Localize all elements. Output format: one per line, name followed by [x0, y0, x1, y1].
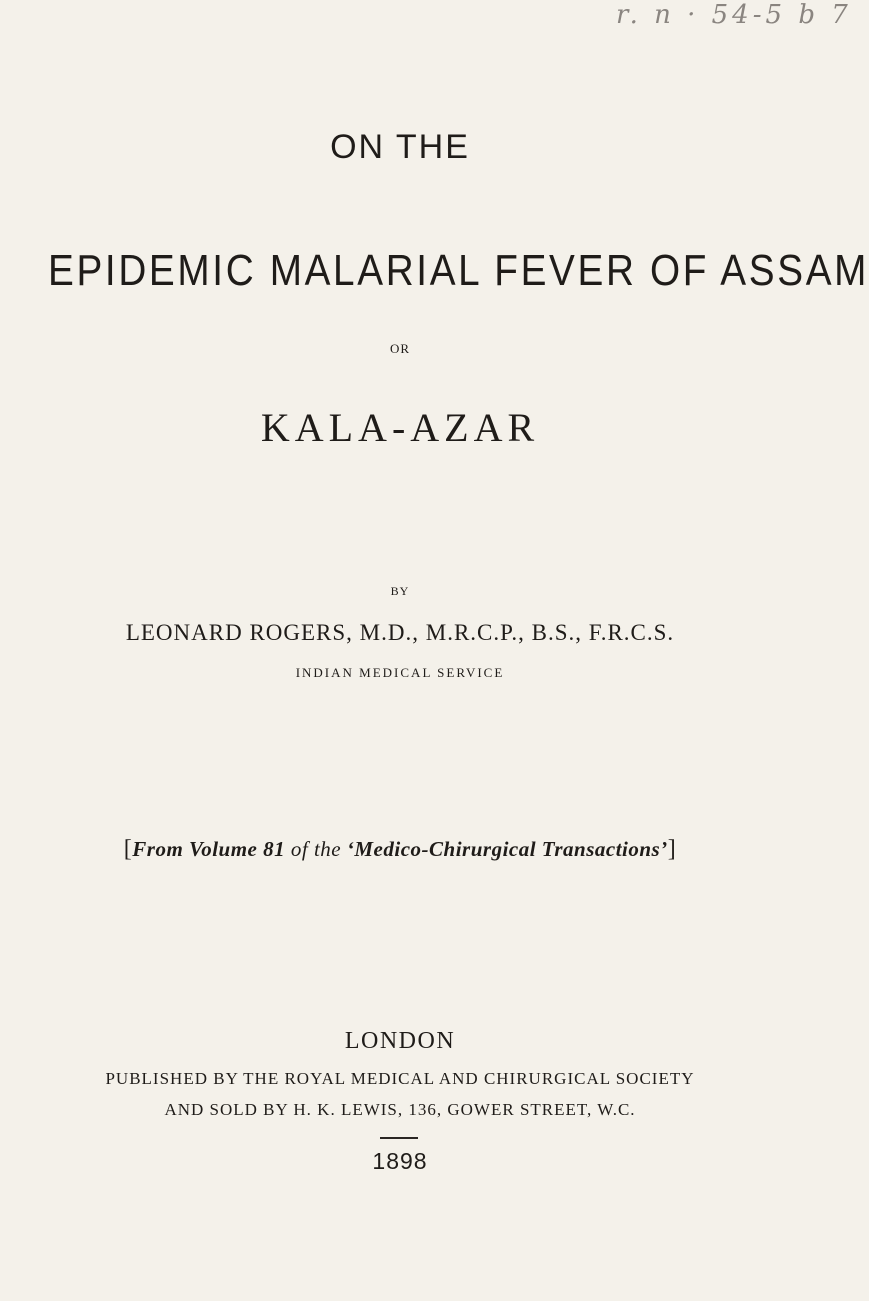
title-conjunction: OR [389, 341, 411, 356]
publisher-line-1: PUBLISHED BY THE ROYAL MEDICAL AND CHIRURGICAL SOCIETY [105, 1069, 695, 1088]
divider-rule [380, 1137, 418, 1139]
source-from: From [132, 837, 184, 861]
imprint-city: LONDON [344, 1028, 456, 1054]
source-of-the: of the [290, 837, 342, 861]
author-name: LEONARD ROGERS, M.D., M.R.C.P., B.S., F.R.C.S. [125, 620, 675, 645]
open-bracket: [ [123, 836, 133, 862]
publisher-line-2: AND SOLD BY H. K. LEWIS, 136, GOWER STREET, W.C. [164, 1100, 636, 1119]
publication-year: 1898 [372, 1148, 428, 1174]
source-note [0, 836, 800, 863]
document-title: EPIDEMIC MALARIAL FEVER OF ASSAM [48, 246, 869, 295]
close-bracket: ] [667, 836, 677, 862]
source-publication: ‘Medico-Chirurgical Transactions’ [341, 837, 668, 861]
source-volume: Volume 81 [183, 837, 291, 861]
archive-handwritten-mark: r. n · 54-5 b 7 [616, 0, 852, 30]
author-service: INDIAN MEDICAL SERVICE [295, 665, 505, 680]
document-subtitle: KALA-AZAR [260, 405, 540, 450]
by-label: BY [390, 584, 410, 598]
heading-intro: ON THE [330, 128, 470, 166]
